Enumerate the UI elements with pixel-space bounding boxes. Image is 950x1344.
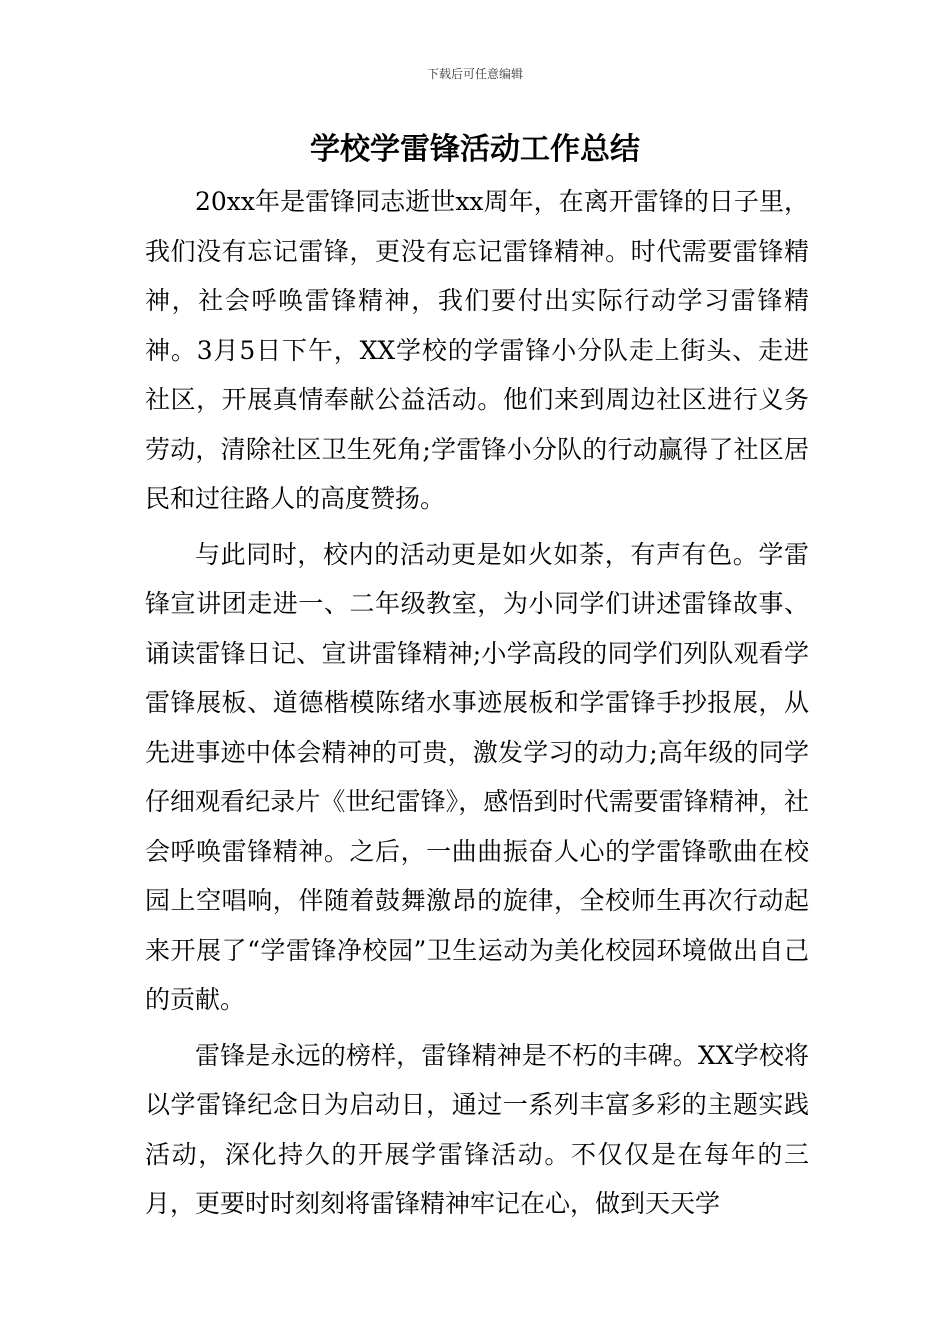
header-note: 下载后可任意编辑 [426, 67, 523, 81]
paragraph-2: 与此同时，校内的活动更是如火如荼，有声有色。学雷锋宣讲团走进一、二年级教室，为小同学们讲述雷锋故事、诵读雷锋日记、宣讲雷锋精神;小学高段的同学们列队观看学雷锋展板、道德楷模陈绪水事迹展板和学雷锋手抄报展，从先进事迹中体会精神的可贵，激发学习的动力;高年级的同学仔细观看纪录片《世纪雷锋》，感悟到时代需要雷锋精神，社会呼唤雷锋精神。之后，一曲曲振奋人心的学雷锋歌曲在校园上空唱响，伴随着鼓舞激昂的旋律，全校师生再次行动起来开展了“学雷锋净校园”卫生运动为美化校园环境做出自己的贡献。 [145, 539, 809, 1014]
document-title: 学校学雷锋活动工作总结 [310, 132, 640, 167]
paragraph-1: 20xx年是雷锋同志逝世xx周年，在离开雷锋的日子里，我们没有忘记雷锋，更没有忘记雷锋精神。时代需要雷锋精神，社会呼唤雷锋精神，我们要付出实际行动学习雷锋精神。3月5日下午，XX学校的学雷锋小分队走上街头、走进社区，开展真情奉献公益活动。他们来到周边社区进行义务劳动，清除社区卫生死角;学雷锋小分队的行动赢得了社区居民和过往路人的高度赞扬。 [145, 187, 809, 513]
paragraph-3: 雷锋是永远的榜样，雷锋精神是不朽的丰碑。XX学校将以学雷锋纪念日为启动日，通过一系列丰富多彩的主题实践活动，深化持久的开展学雷锋活动。不仅仅是在每年的三月，更要时时刻刻将雷锋精神牢记在心，做到天天学 [145, 1040, 809, 1218]
document-body [145, 177, 809, 1229]
